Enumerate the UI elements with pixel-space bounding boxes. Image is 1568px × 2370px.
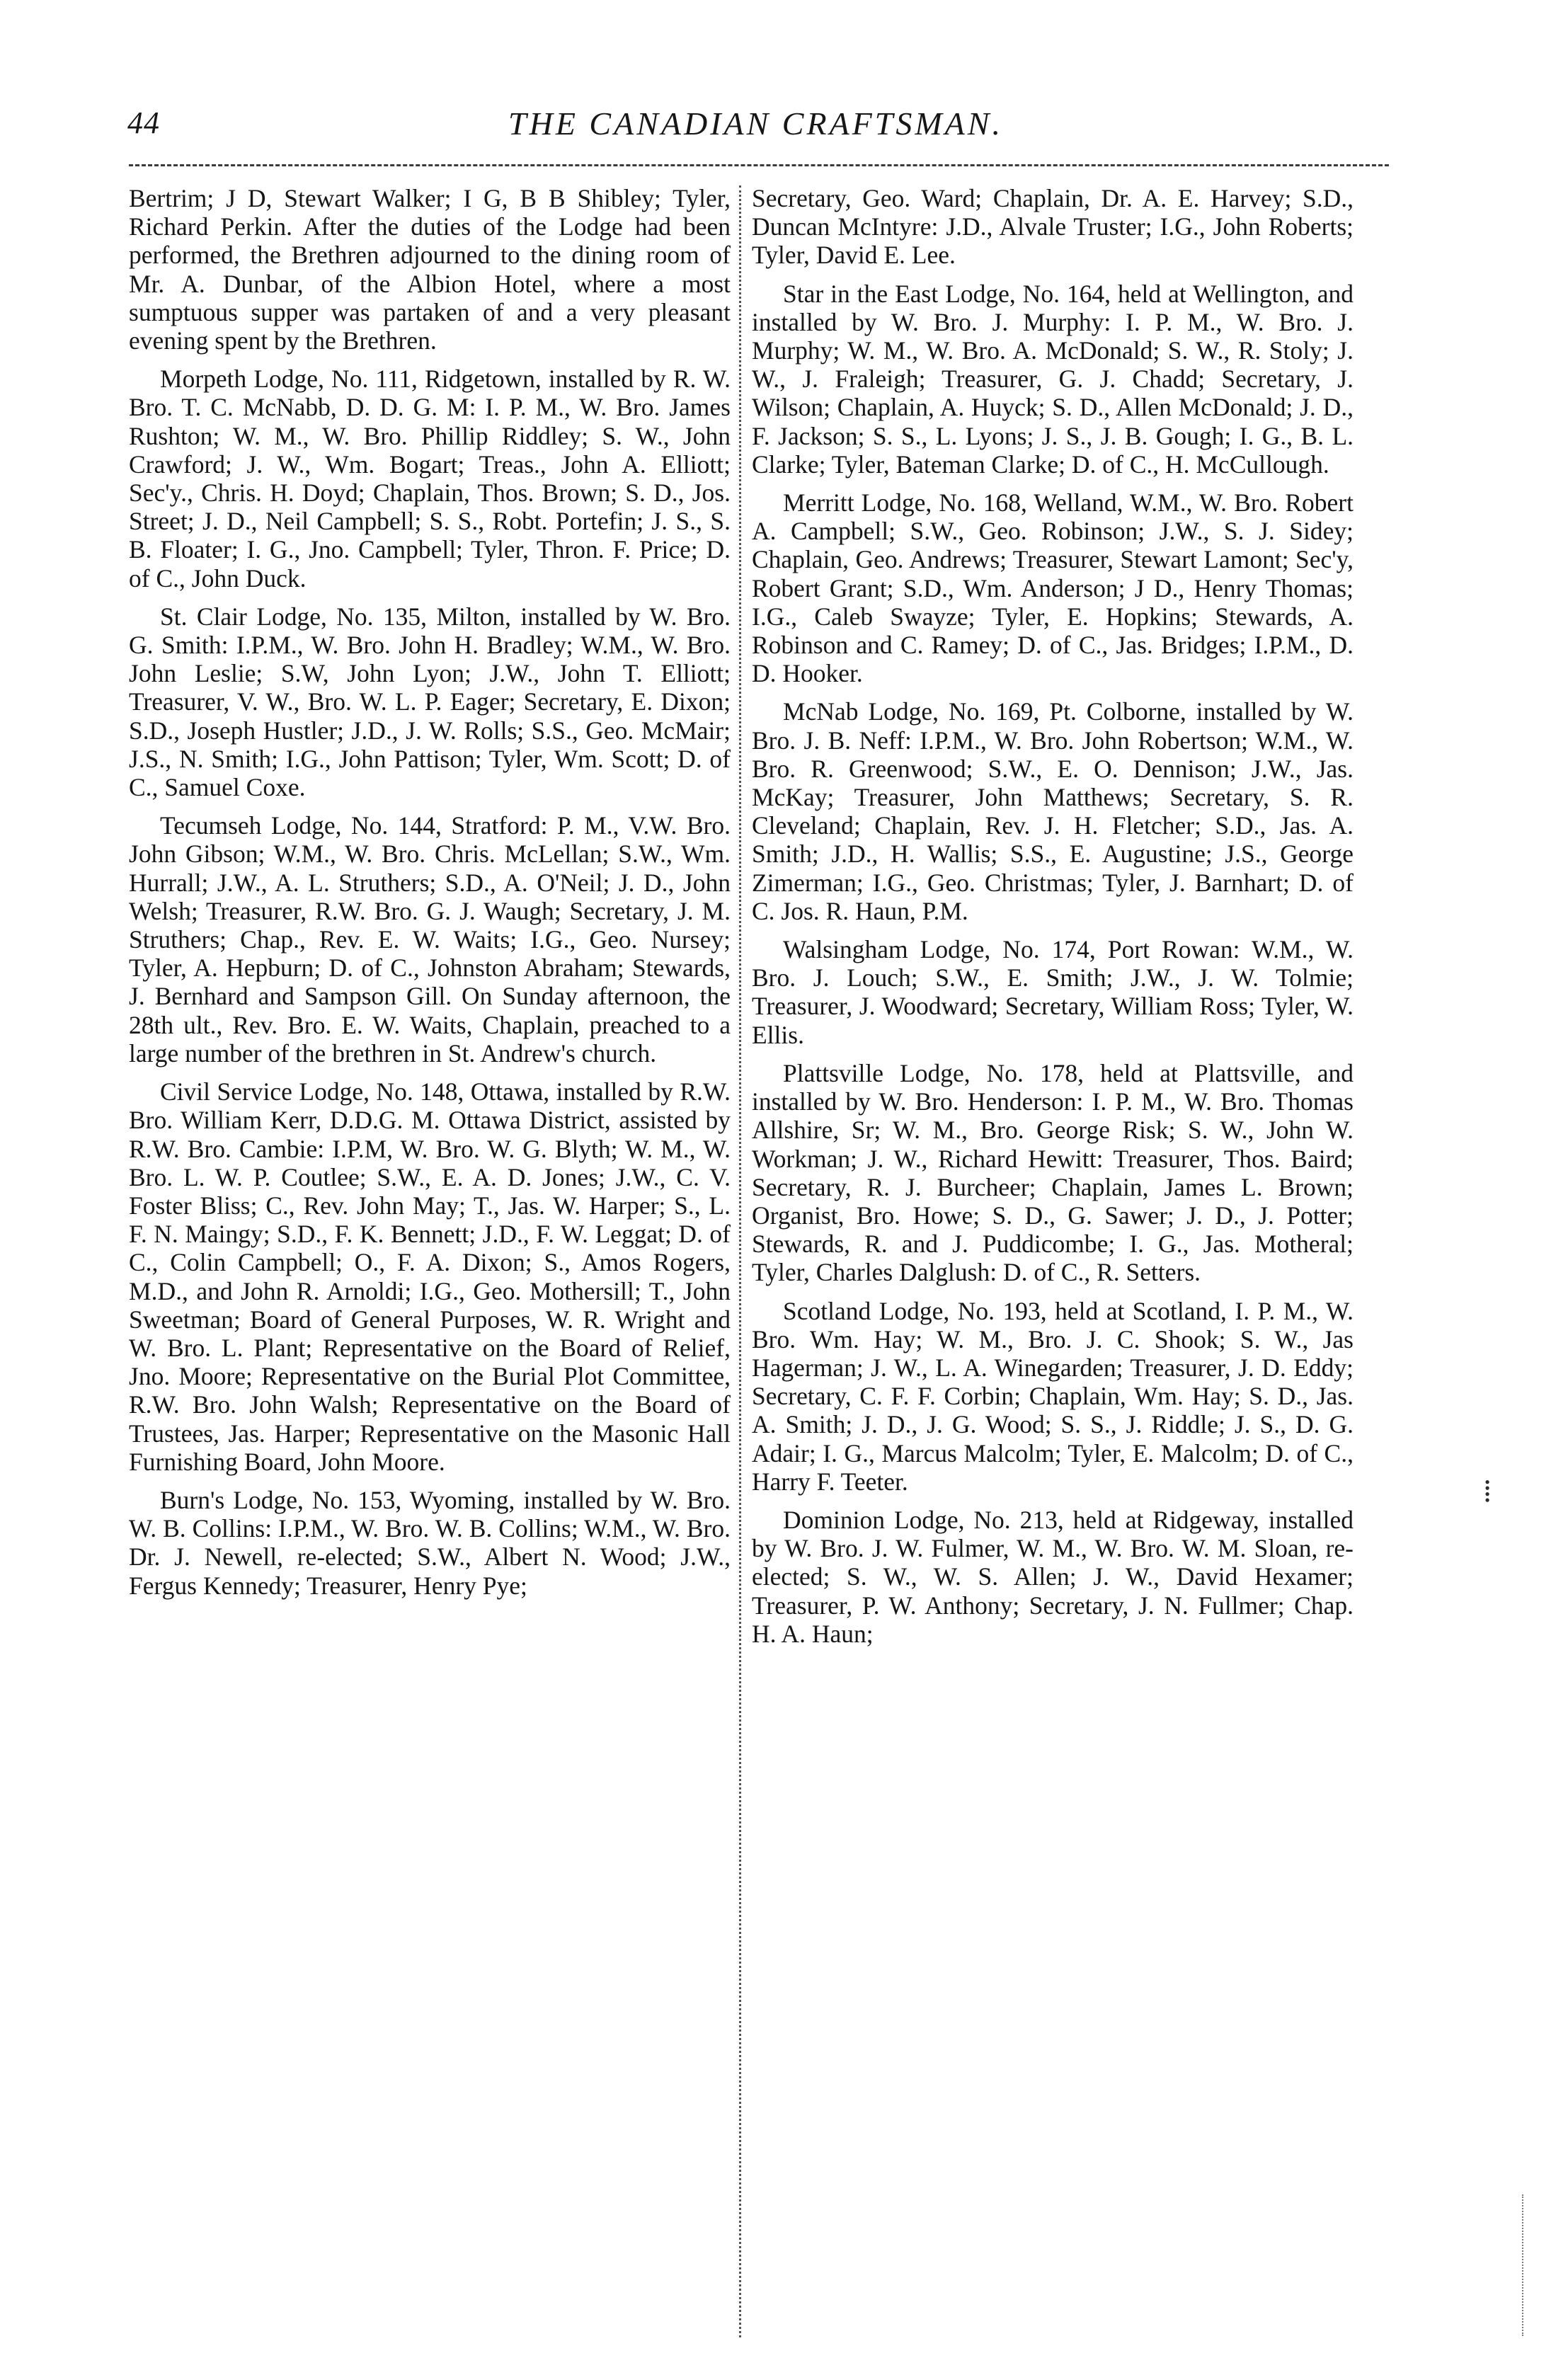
paragraph-continued: Bertrim; J D, Stewart Walker; I G, B B Shibley; Tyler, Richard Perkin. After the duties of the Lodge had been performed, the Brethren adjourned to the dining room of Mr. A. Dunbar, of the Albion Hotel, where a most sumptuous supper was partaken of and a very pleasant evening spent by the Brethren. (129, 184, 731, 355)
header-rule (129, 164, 1389, 166)
right-column (752, 184, 1354, 1658)
paragraph-walsingham-lodge: Walsingham Lodge, No. 174, Port Rowan: W.M., W. Bro. J. Louch; S.W., E. Smith; J.W., J. W. Tolmie; Treasurer, J. Woodward; Secretary, William Ross; Tyler, W. Ellis. (752, 935, 1354, 1049)
paragraph-mcnab-lodge: McNab Lodge, No. 169, Pt. Colborne, installed by W. Bro. J. B. Neff: I.P.M., W. Bro. John Robertson; W.M., W. Bro. R. Greenwood; S.W., E. O. Dennison; J.W., Jas. McKay; Treasurer, John Matthews; Secretary, S. R. Cleveland; Chaplain, Rev. J. H. Fletcher; S.D., Jas. A. Smith; J.D., H. Wallis; S.S., E. Augustine; J.S., George Zimerman; I.G., Geo. Christmas; Tyler, J. Barnhart; D. of C. Jos. R. Haun, P.M. (752, 697, 1354, 925)
paragraph-morpeth-lodge: Morpeth Lodge, No. 111, Ridgetown, installed by R. W. Bro. T. C. McNabb, D. D. G. M: I. P. M., W. Bro. James Rushton; W. M., W. Bro. Phillip Riddley; S. W., John Crawford; J. W., Wm. Bogart; Treas., John A. Elliott; Sec'y., Chris. H. Doyd; Chaplain, Thos. Brown; S. D., Jos. Street; J. D., Neil Campbell; S. S., Robt. Portefin; J. S., S. B. Floater; I. G., Jno. Campbell; Tyler, Thron. F. Price; D. of C., John Duck. (129, 365, 731, 592)
paragraph-st-clair-lodge: St. Clair Lodge, No. 135, Milton, installed by W. Bro. G. Smith: I.P.M., W. Bro. John H. Bradley; W.M., W. Bro. John Leslie; S.W, John Lyon; J.W., John T. Elliott; Treasurer, V. W., Bro. W. L. P. Eager; Secretary, E. Dixon; S.D., Joseph Hustler; J.D., J. W. Rolls; S.S., Geo. McMair; J.S., N. Smith; I.G., John Pattison; Tyler, Wm. Scott; D. of C., Samuel Coxe. (129, 602, 731, 802)
scan-edge-marks (1522, 2194, 1532, 2336)
paragraph-dominion-lodge: Dominion Lodge, No. 213, held at Ridgeway, installed by W. Bro. J. W. Fulmer, W. M., W. Bro. W. M. Sloan, re-elected; S. W., W. S. Allen; J. W., David Hexamer; Treasurer, P. W. Anthony; Secretary, J. N. Fullmer; Chap. H. A. Haun; (752, 1505, 1354, 1648)
paragraph-star-in-the-east-lodge: Star in the East Lodge, No. 164, held at Wellington, and installed by W. Bro. J. Murphy: I. P. M., W. Bro. J. Murphy; W. M., W. Bro. A. McDonald; S. W., R. Stoly; J. W., J. Fraleigh; Treasurer, G. J. Chadd; Secretary, J. Wilson; Chaplain, A. Huyck; S. D., Allen McDonald; J. D., F. Jackson; S. S., L. Lyons; J. S., J. B. Gough; I. G., B. L. Clarke; Tyler, Bateman Clarke; D. of C., H. McCullough. (752, 279, 1354, 479)
page-header (127, 105, 1384, 154)
paragraph-continued: Secretary, Geo. Ward; Chaplain, Dr. A. E. Harvey; S.D., Duncan McIntyre: J.D., Alvale Truster; I.G., John Roberts; Tyler, David E. Lee. (752, 184, 1354, 270)
running-title: THE CANADIAN CRAFTSMAN. (508, 105, 1003, 142)
page-number: 44 (127, 105, 160, 140)
column-divider (739, 185, 741, 2337)
paragraph-scotland-lodge: Scotland Lodge, No. 193, held at Scotland, I. P. M., W. Bro. Wm. Hay; W. M., Bro. J. C. Shook; S. W., Jas Hagerman; J. W., L. A. Winegarden; Treasurer, J. D. Eddy; Secretary, C. F. F. Corbin; Chaplain, Wm. Hay; S. D., Jas. A. Smith; J. D., J. G. Wood; S. S., J. Riddle; J. S., D. G. Adair; I. G., Marcus Malcolm; Tyler, E. Malcolm; D. of C., Harry F. Teeter. (752, 1296, 1354, 1496)
paragraph-plattsville-lodge: Plattsville Lodge, No. 178, held at Plattsville, and installed by W. Bro. Henderson: I. P. M., W. Bro. Thomas Allshire, Sr; W. M., Bro. George Risk; S. W., John W. Workman; J. W., Richard Hewitt: Treasurer, Thos. Baird; Secretary, R. J. Burcheer; Chaplain, James L. Brown; Organist, Bro. Howe; S. D., G. Sawer; J. D., J. Potter; Stewards, R. and J. Puddicombe; I. G., Jas. Motheral; Tyler, Charles Dalglush: D. of C., R. Setters. (752, 1058, 1354, 1287)
margin-ink-mark: ⁞ (1483, 1474, 1492, 1509)
left-column (129, 184, 731, 1610)
paragraph-burns-lodge: Burn's Lodge, No. 153, Wyoming, installed by W. Bro. W. B. Collins: I.P.M., W. Bro. W. B. Collins; W.M., W. Bro. Dr. J. Newell, re-elected; S.W., Albert N. Wood; J.W., Fergus Kennedy; Treasurer, Henry Pye; (129, 1485, 731, 1600)
paragraph-civil-service-lodge: Civil Service Lodge, No. 148, Ottawa, installed by R.W. Bro. William Kerr, D.D.G. M. Ottawa District, assisted by R.W. Bro. Cambie: I.P.M, W. Bro. W. G. Blyth; W. M., W. Bro. L. W. P. Coutlee; S.W., E. A. D. Jones; J.W., C. V. Foster Bliss; C., Rev. John May; T., Jas. W. Harper; S., L. F. N. Maingy; S.D., F. K. Bennett; J.D., F. W. Leggat; D. of C., Colin Campbell; O., F. A. Dixon; S., Amos Rogers, M.D., and John R. Arnoldi; I.G., Geo. Mothersill; T., John Sweetman; Board of General Purposes, W. R. Wright and W. Bro. L. Plant; Representative on the Board of Relief, Jno. Moore; Representative on the Burial Plot Committee, R.W. Bro. John Walsh; Representative on the Board of Trustees, Jas. Harper; Representative on the Masonic Hall Furnishing Board, John Moore. (129, 1077, 731, 1476)
paragraph-merritt-lodge: Merritt Lodge, No. 168, Welland, W.M., W. Bro. Robert A. Campbell; S.W., Geo. Robinson; J.W., S. J. Sidey; Chaplain, Geo. Andrews; Treasurer, Stewart Lamont; Sec'y, Robert Grant; S.D., Wm. Anderson; J D., Henry Thomas; I.G., Caleb Swayze; Tyler, E. Hopkins; Stewards, A. Robinson and C. Ramey; D. of C., Jas. Bridges; I.P.M., D. D. Hooker. (752, 488, 1354, 688)
paragraph-tecumseh-lodge: Tecumseh Lodge, No. 144, Stratford: P. M., V.W. Bro. John Gibson; W.M., W. Bro. Chris. McLellan; S.W., Wm. Hurrall; J.W., A. L. Struthers; S.D., A. O'Neil; J. D., John Welsh; Treasurer, R.W. Bro. G. J. Waugh; Secretary, J. M. Struthers; Chap., Rev. E. W. Waits; I.G., Geo. Nursey; Tyler, A. Hepburn; D. of C., Johnston Abraham; Stewards, J. Bernhard and Sampson Gill. On Sunday afternoon, the 28th ult., Rev. Bro. E. W. Waits, Chaplain, preached to a large number of the brethren in St. Andrew's church. (129, 811, 731, 1067)
